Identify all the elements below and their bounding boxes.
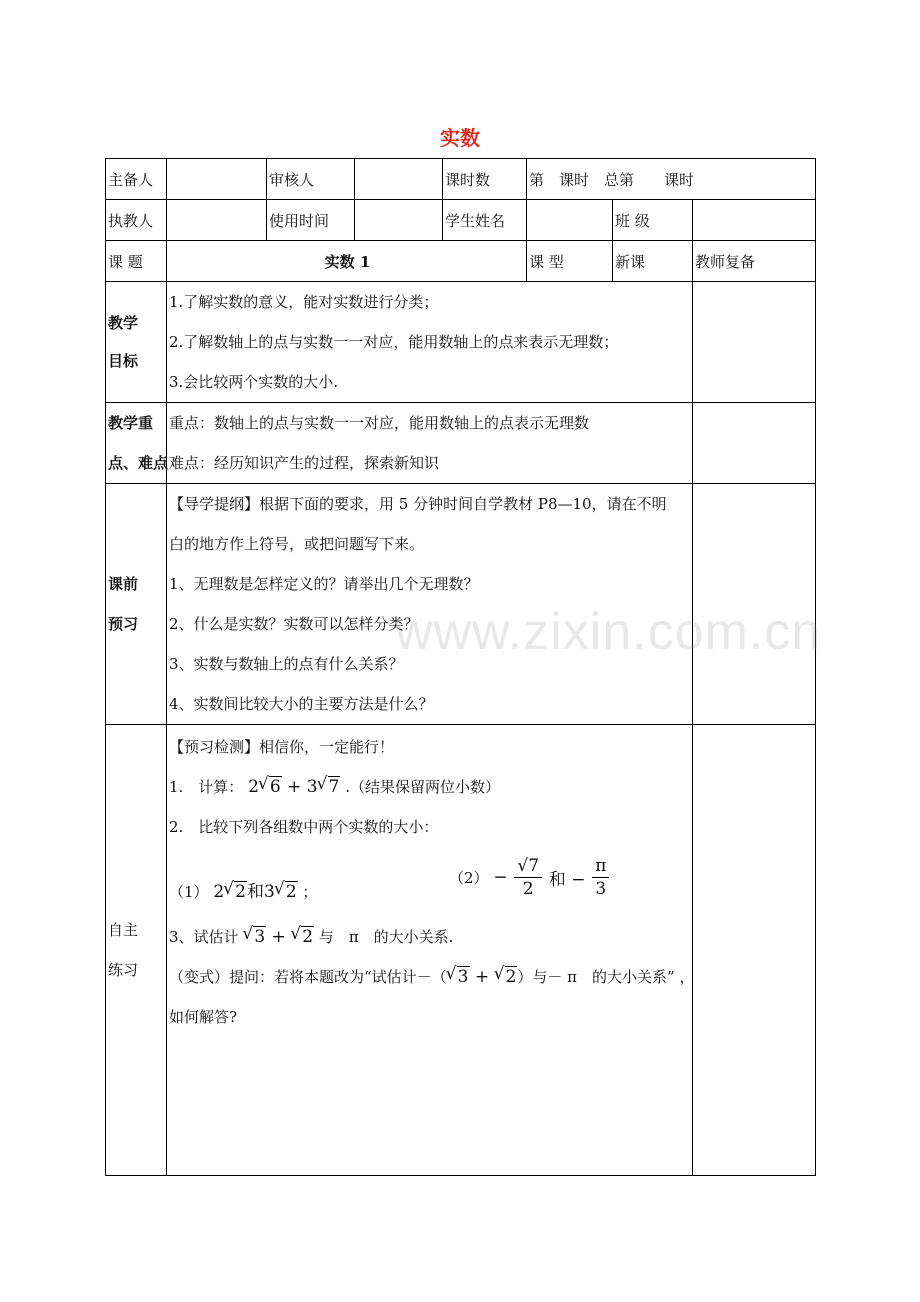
notes-cell: [693, 403, 816, 484]
label-goals: [106, 282, 167, 403]
notes-cell: [693, 725, 816, 1176]
label-practice-line2: 练习: [108, 961, 139, 979]
table-row: [106, 725, 816, 1176]
value-preparer: [167, 159, 267, 200]
practice-content: [167, 725, 693, 1176]
question-2: 2. 比较下列各组数中两个实数的大小：: [169, 818, 439, 836]
lesson-plan-table: [105, 158, 816, 1176]
preview-question: 1、无理数是怎样定义的？请举出几个无理数？: [169, 575, 479, 593]
q4-plus: +: [469, 967, 495, 987]
q2a-radicand-2: 2: [285, 882, 297, 902]
preview-question: 2、什么是实数？实数可以怎样分类？: [169, 615, 419, 633]
value-use-time: [355, 200, 443, 241]
label-reviewer: 审核人: [267, 159, 355, 200]
label-preparer: 主备人: [106, 159, 167, 200]
label-class: 班 级: [613, 200, 693, 241]
value-class: [693, 200, 816, 241]
label-key-line2: 点、难点: [108, 454, 169, 472]
table-row: [106, 282, 816, 403]
label-goals-line1: 教学: [108, 314, 139, 332]
q1-prefix: 1. 计算：: [169, 778, 244, 796]
sqrt-symbol: [495, 957, 518, 997]
q3-radicand-2: 2: [302, 927, 314, 947]
question-2-parts: [169, 847, 692, 917]
q1-plus: + 3: [281, 777, 318, 797]
notes-cell: [693, 484, 816, 725]
label-practice-line1: 自主: [108, 921, 139, 939]
q2a-label: （1）: [169, 883, 209, 901]
label-teacher: 执教人: [106, 200, 167, 241]
preview-intro: 【导学提纲】根据下面的要求，用 5 分钟时间自学教材 P8—10，请在不明: [169, 495, 667, 513]
q3-plus: +: [266, 927, 292, 947]
key-points-content: [167, 403, 693, 484]
label-topic: 课 题: [106, 241, 167, 282]
label-teacher-review: 教师复备: [693, 241, 816, 282]
sqrt-symbol: [224, 882, 247, 902]
question-variant-line2: 如何解答?: [169, 1008, 238, 1026]
goal-item: 3.会比较两个实数的大小.: [169, 373, 339, 391]
goals-content: [167, 282, 693, 403]
key-point-item: 难点：经历知识产生的过程，探索新知识: [169, 454, 440, 472]
q2b-denominator-2: 3: [595, 879, 607, 899]
goal-item: 2.了解数轴上的点与实数一一对应，能用数轴上的点来表示无理数；: [169, 333, 619, 351]
practice-heading: 【预习检测】相信你，一定能行！: [169, 738, 395, 756]
question-1: [169, 767, 692, 807]
preview-content: [167, 484, 693, 725]
question-3: [169, 917, 692, 957]
label-preview: [106, 484, 167, 725]
sqrt-symbol: [259, 767, 282, 807]
q1-radicand-b: 7: [328, 777, 340, 797]
sqrt-symbol: [318, 767, 341, 807]
table-row: [106, 484, 816, 725]
q2b-and: 和 −: [548, 870, 586, 890]
q2b-label: （2）: [449, 869, 489, 887]
q2a-radicand-1: 2: [235, 882, 246, 902]
question-2a: [169, 877, 317, 902]
preview-question: 3、实数与数轴上的点有什么关系？: [169, 655, 404, 673]
q2a-end: ；: [302, 883, 318, 901]
value-student-name: [527, 200, 613, 241]
watermark: www.zixin.com.cn: [395, 603, 822, 661]
label-key-points: [106, 403, 167, 484]
q3-prefix: 3、试估计: [169, 928, 244, 946]
q2a-expression: [213, 882, 297, 902]
q2a-and: 和3: [246, 882, 275, 902]
q2b-numerator-2: π: [592, 855, 609, 878]
q4-radicand-1: 3: [457, 967, 469, 987]
q2b-numerator-1: √7: [514, 855, 542, 878]
fraction: [514, 855, 542, 900]
q2b-denominator-1: 2: [522, 879, 534, 899]
label-preview-line2: 预习: [108, 615, 139, 633]
q1-expression: [248, 777, 340, 797]
q1-radicand-a: 6: [269, 777, 281, 797]
label-lesson-type: 课 型: [527, 241, 613, 282]
label-student-name: 学生姓名: [443, 200, 527, 241]
value-topic: 实数 1: [167, 241, 527, 282]
preview-question: 4、实数间比较大小的主要方法是什么？: [169, 695, 434, 713]
label-use-time: 使用时间: [267, 200, 355, 241]
q2b-minus: −: [493, 867, 508, 888]
q1-suffix: .（结果保留两位小数）: [345, 778, 501, 796]
sqrt-symbol: [447, 957, 470, 997]
q4-suffix: ）与－ π 的大小关系” ，: [517, 968, 695, 986]
q4-expression: [447, 967, 518, 987]
label-key-line1: 教学重: [108, 414, 154, 432]
fraction: [592, 855, 609, 900]
q4-radicand-2: 2: [505, 967, 517, 987]
q1-coef: 2: [248, 777, 259, 797]
sqrt-symbol: [243, 917, 266, 957]
question-variant: [169, 957, 695, 997]
label-practice: [106, 725, 167, 1176]
preview-intro: 白的地方作上符号，或把问题写下来。: [169, 535, 425, 553]
q2a-coef: 2: [213, 882, 225, 902]
table-row: [106, 403, 816, 484]
sqrt-symbol: [275, 882, 298, 902]
value-reviewer: [355, 159, 443, 200]
goal-item: 1.了解实数的意义，能对实数进行分类；: [169, 293, 439, 311]
sqrt-symbol: [291, 917, 314, 957]
q4-prefix: （变式）提问：若将本题改为“试估计－（: [169, 968, 447, 986]
label-goals-line2: 目标: [108, 352, 139, 370]
q3-suffix: 与 π 的大小关系.: [314, 928, 454, 946]
value-teacher: [167, 200, 267, 241]
label-preview-line1: 课前: [108, 575, 139, 593]
notes-cell: [693, 282, 816, 403]
q3-expression: [243, 927, 314, 947]
page-title: 实数: [440, 126, 480, 150]
value-hours: 第 课时 总第 课时: [527, 159, 816, 200]
label-hours: 课时数: [443, 159, 527, 200]
table-row: [106, 200, 816, 241]
q3-radicand-1: 3: [254, 927, 266, 947]
value-lesson-type: 新课: [613, 241, 693, 282]
table-row: [106, 159, 816, 200]
table-row: [106, 241, 816, 282]
key-point-item: 重点：数轴上的点与实数一一对应，能用数轴上的点表示无理数: [169, 414, 590, 432]
question-2b: [449, 855, 611, 900]
